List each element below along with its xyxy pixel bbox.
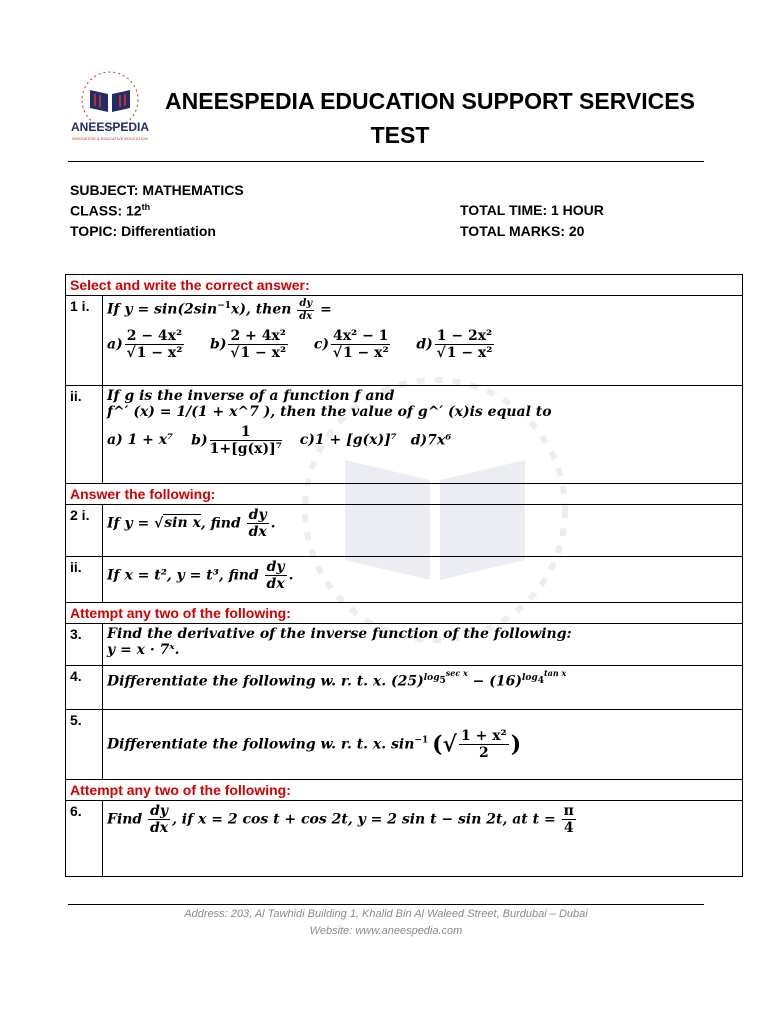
page-subtitle: TEST bbox=[370, 122, 430, 148]
meta-class-sup: th bbox=[141, 202, 151, 212]
meta-class-value: CLASS: 12 bbox=[70, 202, 142, 219]
q2-text: If y = bbox=[107, 515, 155, 532]
question-number: 3. bbox=[66, 624, 103, 666]
option-b: b) $\frac{\text{2 + 4x²}}{\text{√1 − x²}}$ bbox=[210, 328, 287, 362]
q5-den: 2 bbox=[478, 745, 489, 761]
q2-root: sin x bbox=[164, 515, 201, 532]
question-row bbox=[66, 557, 743, 603]
q1-eq: = bbox=[320, 301, 332, 318]
footer-address: Address: 203, Al Tawhidi Building 1, Khalid Bin Al Waleed Street, Burdubai – Dubai bbox=[184, 908, 588, 920]
option-den: 1 − x² bbox=[136, 345, 183, 362]
option-a: a) 1 + x⁷ bbox=[107, 432, 174, 449]
q4-log2: log bbox=[522, 673, 538, 683]
q4-log1-base: 5 bbox=[439, 675, 446, 686]
section-row bbox=[66, 275, 743, 296]
option-c: c)1 + [g(x)]⁷ bbox=[299, 432, 397, 449]
question-2ii bbox=[103, 557, 743, 603]
q4-log2-base: 4 bbox=[537, 675, 544, 686]
logo-name: ANEESPEDIA bbox=[70, 120, 150, 134]
meta-marks: TOTAL MARKS: 20 bbox=[460, 223, 585, 239]
meta-subject: SUBJECT: MATHEMATICS bbox=[70, 182, 244, 198]
question-number: 1 i. bbox=[66, 296, 103, 386]
q1b-line1: If g is the inverse of a function f and bbox=[107, 388, 395, 404]
question-number: 2 i. bbox=[66, 505, 103, 557]
question-row bbox=[66, 296, 743, 386]
section-answer: Answer the following: bbox=[66, 484, 743, 505]
question-row bbox=[66, 666, 743, 710]
q2b-text: If x = t², y = t³, find bbox=[107, 567, 259, 584]
question-1ii bbox=[103, 386, 743, 484]
option-num: 1 bbox=[210, 424, 282, 441]
q5-sup: −1 bbox=[414, 735, 429, 746]
q1b-line2: f^′ (x) = 1/(1 + x^7 ), then the value of g^′ (x)is equal to bbox=[107, 404, 552, 420]
q2-mid: , find bbox=[200, 515, 241, 532]
meta-class bbox=[70, 202, 150, 219]
q2b-frac-top: dy bbox=[266, 559, 285, 575]
q6-pi-bot: 4 bbox=[563, 820, 574, 837]
option-label: a) bbox=[107, 336, 123, 353]
q5-text: Differentiate the following w. r. t. x. sin bbox=[107, 736, 415, 753]
section-attempt-2: Attempt any two of the following: bbox=[66, 780, 743, 801]
question-number: ii. bbox=[66, 386, 103, 484]
question-number: ii. bbox=[66, 557, 103, 603]
meta-topic: TOPIC: Differentiation bbox=[70, 223, 216, 239]
q4-log2-arg: tan x bbox=[543, 668, 567, 678]
option-d: d)7x⁶ bbox=[410, 432, 452, 449]
q5-num: 1 + x² bbox=[460, 727, 507, 744]
option-d: d) $\frac{\text{1 − 2x²}}{\text{√1 − x²}}$ bbox=[416, 328, 493, 362]
footer-divider bbox=[68, 904, 704, 905]
option-den: 1 − x² bbox=[446, 345, 493, 362]
option-label: c) bbox=[313, 336, 329, 353]
question-row bbox=[66, 801, 743, 877]
option-den: 1 − x² bbox=[342, 345, 389, 362]
question-number: 4. bbox=[66, 666, 103, 710]
question-row bbox=[66, 386, 743, 484]
q2-frac-bot: dx bbox=[248, 524, 267, 541]
logo bbox=[60, 68, 160, 150]
q2b-end: . bbox=[288, 567, 294, 584]
option-den: 1 − x² bbox=[240, 345, 287, 362]
q4-minus: − (16) bbox=[467, 673, 522, 690]
section-select: Select and write the correct answer: bbox=[66, 275, 743, 296]
question-2i: If y = √sin x, find $\frac{dy}{dx}$ . bbox=[103, 505, 743, 557]
page-title: ANEESPEDIA EDUCATION SUPPORT SERVICES bbox=[165, 88, 695, 114]
option-c: c) $\frac{\text{4x² − 1}}{\text{√1 − x²}}$ bbox=[313, 328, 389, 362]
q1-sup: −1 bbox=[217, 301, 231, 312]
option-num: 1 − 2x² bbox=[436, 328, 493, 344]
section-row bbox=[66, 484, 743, 505]
option-label: b) bbox=[210, 336, 227, 353]
q4-log1-arg: sec x bbox=[445, 668, 468, 678]
option-label: d) bbox=[416, 336, 433, 353]
section-row bbox=[66, 603, 743, 624]
question-row bbox=[66, 710, 743, 780]
q2-frac-top: dy bbox=[248, 507, 267, 523]
option-num: 4x² − 1 bbox=[332, 328, 389, 344]
q6-mid: , if x = 2 cos t + cos 2t, y = 2 sin t − sin 2t, at t = bbox=[172, 811, 556, 828]
q6-text: Find bbox=[107, 811, 143, 828]
q1-text: If y = sin(2sin bbox=[107, 301, 218, 318]
meta-time: TOTAL TIME: 1 HOUR bbox=[460, 202, 604, 218]
question-4 bbox=[103, 666, 743, 710]
q3-line1: Find the derivative of the inverse function of the following: bbox=[107, 626, 572, 642]
question-number: 5. bbox=[66, 710, 103, 780]
question-number: 6. bbox=[66, 801, 103, 877]
question-1i bbox=[103, 296, 743, 386]
header-divider bbox=[68, 161, 704, 162]
q4-text: Differentiate the following w. r. t. x. (25) bbox=[107, 673, 424, 690]
footer-website: Website: www.aneespedia.com bbox=[309, 925, 463, 937]
option-den: 1+[g(x)]⁷ bbox=[209, 441, 282, 458]
question-row bbox=[66, 624, 743, 666]
option-num: 2 − 4x² bbox=[126, 328, 183, 344]
q2-end: . bbox=[270, 515, 276, 532]
option-b-label: b) bbox=[191, 432, 208, 449]
question-3 bbox=[103, 624, 743, 666]
q2b-frac-bot: dx bbox=[266, 576, 285, 593]
section-attempt-1: Attempt any two of the following: bbox=[66, 603, 743, 624]
logo-tagline: INNOVATIVE & EDUCATIVE EDUCATION bbox=[72, 136, 148, 141]
q4-log1: log bbox=[423, 673, 440, 683]
q1-frac-bot: dx bbox=[299, 310, 313, 322]
option-a: a) $\frac{\text{2 − 4x²}}{\text{√1 − x²}}$ bbox=[107, 328, 183, 362]
question-6 bbox=[103, 801, 743, 877]
q6-pi-top: π bbox=[563, 803, 574, 819]
option-num: 2 + 4x² bbox=[230, 328, 286, 344]
q3-line2: y = x · 7ˣ. bbox=[107, 642, 180, 658]
q6-frac-bot: dx bbox=[150, 820, 169, 837]
question-5: Differentiate the following w. r. t. x. $\sin^{-1}$ (√ $\frac{\text{1 + x²}}{2}$ ) bbox=[103, 710, 743, 780]
q1-frac-top: dy bbox=[299, 298, 313, 309]
q6-frac-top: dy bbox=[150, 803, 169, 819]
q1-rest: x), then bbox=[231, 301, 292, 318]
section-row bbox=[66, 780, 743, 801]
question-row bbox=[66, 505, 743, 557]
question-table bbox=[65, 274, 743, 877]
